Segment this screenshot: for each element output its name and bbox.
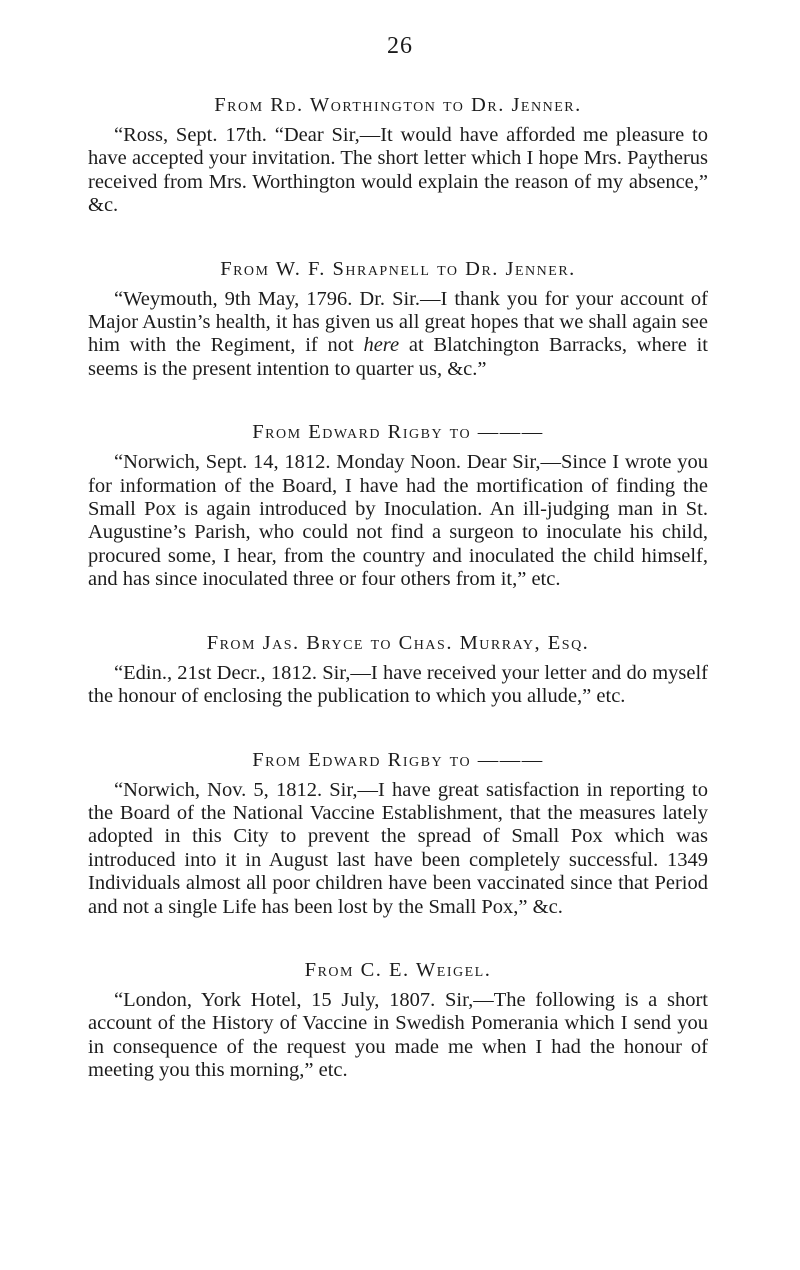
letter-body: “London, York Hotel, 15 July, 1807. Sir,—The following is a short account of the History of Vaccine in Swedish Pomerania which I send you in consequence of the request you made me when I had the honour of meeting you this morning,” etc. (88, 988, 708, 1082)
letter-heading: From Edward Rigby to ——— (252, 748, 544, 771)
letter-body: “Weymouth, 9th May, 1796. Dr. Sir.—I thank you for your account of Major Austin’s health, it has given us all great hopes that we shall again see him with the Regiment, if not here at Blatchington Barracks, where it seems is the present intention to quarter us, &c.” (88, 287, 708, 380)
letter-body: “Ross, Sept. 17th. “Dear Sir,—It would have afforded me pleasure to have accepted your invitation. The short letter which I hope Mrs. Paytherus received from Mrs. Worthington would explain the reason of my absence,” &c. (88, 124, 708, 217)
letter-weigel (88, 957, 708, 1083)
letter-heading: From C. E. Weigel. (304, 958, 492, 981)
letter-body: “Norwich, Nov. 5, 1812. Sir,—I have great satisfaction in reporting to the Board of the National Vaccine Establishment, that the measures lately adopted in this City to prevent the spread of Small Pox which was introduced into it in August last have been completely successful. 1349 Individuals almost all poor children have been vaccinated since that Period and not a single Life has been lost by the Small Pox,” &c. (88, 778, 708, 918)
letter-worthington-to-jenner (88, 92, 708, 218)
page-content (88, 92, 708, 1083)
letter-body: “Norwich, Sept. 14, 1812. Monday Noon. Dear Sir,—Since I wrote you for information of the Board, I have had the mortification of finding the Small Pox is again introduced by Inoculation. An ill-judging man in St. Augustine’s Parish, who could not find a surgeon to inoculate his child, procured some, I hear, from the country and inoculated the child himself, and has since inoculated three or four others from it,” etc. (88, 451, 708, 591)
letter-body: “Edin., 21st Decr., 1812. Sir,—I have received your letter and do myself the honour of enclosing the publication to which you allude,” etc. (88, 661, 708, 708)
emphasis-text: here (363, 334, 400, 357)
letter-rigby-sept (88, 419, 708, 591)
letter-heading: From W. F. Shrapnell to Dr. Jenner. (220, 257, 576, 280)
letter-heading: From Jas. Bryce to Chas. Murray, Esq. (206, 631, 590, 654)
page-number: 26 (387, 33, 413, 59)
letter-heading: From Edward Rigby to ——— (252, 421, 544, 444)
letter-bryce-to-murray (88, 630, 708, 709)
letter-rigby-nov (88, 747, 708, 919)
letter-heading: From Rd. Worthington to Dr. Jenner. (214, 94, 582, 116)
letter-shrapnell-to-jenner (88, 256, 708, 382)
